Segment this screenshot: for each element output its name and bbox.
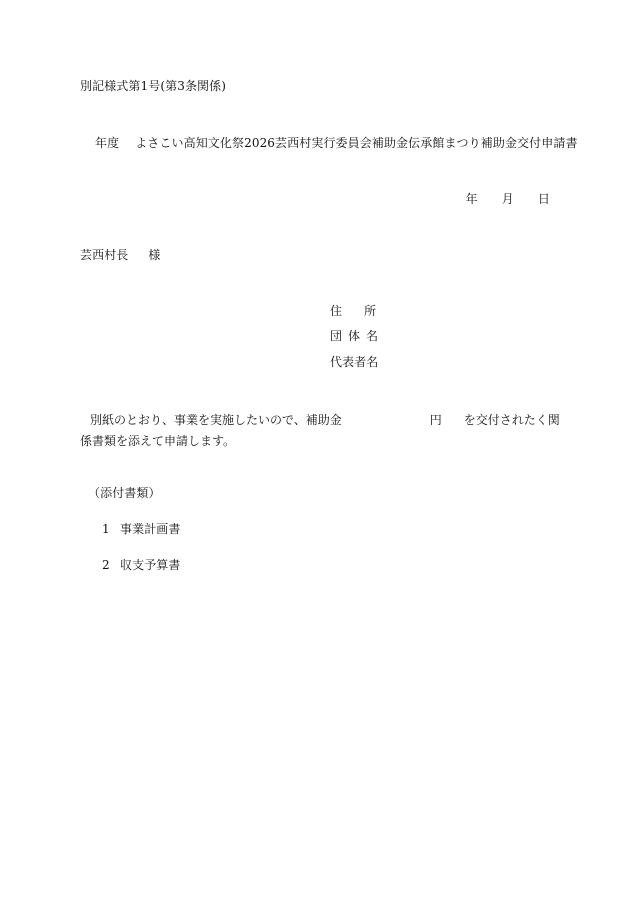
statement-yen: 円 [429, 413, 442, 427]
title-era: 年度 [95, 136, 120, 150]
applicant-organization-label: 団体名 [330, 329, 385, 343]
document-title-row [95, 137, 578, 149]
recipient-honorific: 様 [148, 248, 161, 262]
recipient-line [80, 249, 161, 261]
form-reference: 別記様式第1号(第3条関係) [80, 79, 227, 93]
attachment-item [102, 559, 181, 571]
date-day: 日 [537, 192, 550, 206]
attachment-number: 1 [102, 522, 110, 536]
recipient-name: 芸西村長 [80, 248, 129, 262]
statement-part-1: 別紙のとおり、事業を実施したいので、補助金 [90, 413, 342, 427]
attachment-number: 2 [102, 558, 110, 572]
attachment-label: 収支予算書 [120, 558, 181, 572]
application-statement [80, 410, 560, 452]
attachment-item [102, 523, 181, 535]
date-month: 月 [501, 192, 514, 206]
statement-line-2: 係書類を添えて申請します。 [80, 434, 236, 448]
address-char-1: 住 [330, 304, 343, 318]
attachments-heading: （添付書類） [88, 486, 161, 500]
address-char-2: 所 [364, 304, 377, 318]
applicant-representative-label: 代表者名 [330, 355, 379, 369]
attachment-label: 事業計画書 [120, 522, 181, 536]
statement-part-3: を交付されたく関 [463, 413, 560, 427]
document-title: よさこい高知文化祭2026芸西村実行委員会補助金伝承館まつり補助金交付申請書 [135, 136, 578, 150]
date-year: 年 [465, 192, 478, 206]
applicant-address-label [330, 305, 376, 317]
statement-line-1 [80, 410, 560, 431]
date-line [466, 193, 550, 205]
